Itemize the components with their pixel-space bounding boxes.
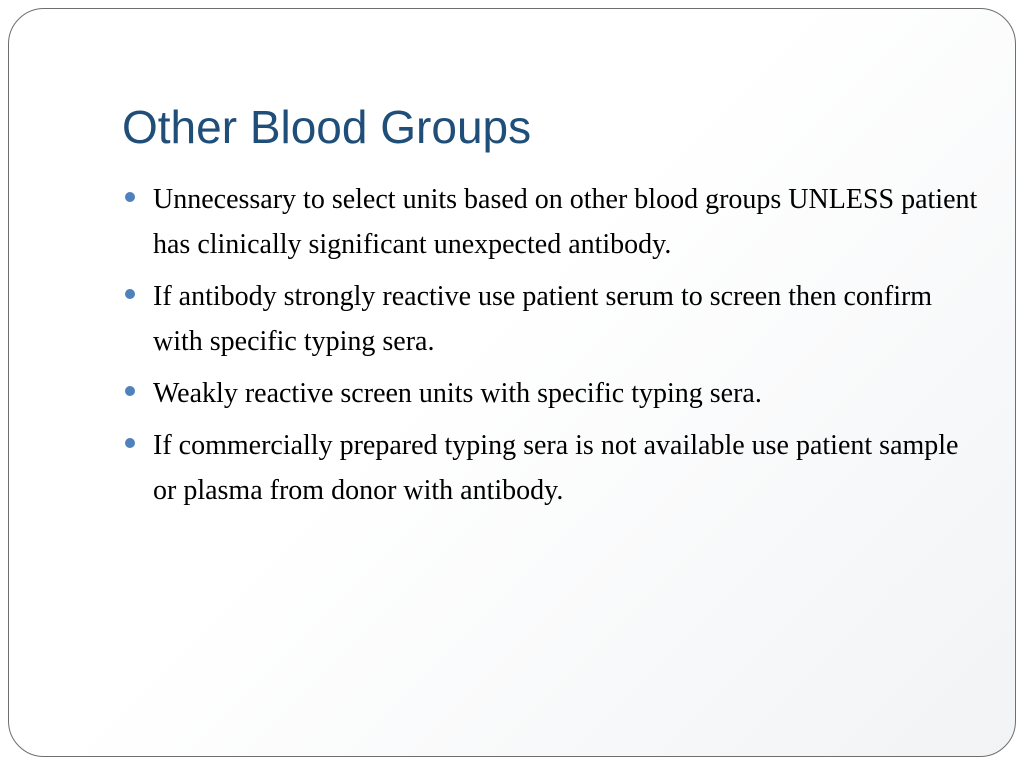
bullet-list <box>124 177 984 520</box>
bullet-item <box>124 274 984 364</box>
bullet-text: If antibody strongly reactive use patient serum to screen then confirm with specific typing sera. <box>153 281 933 357</box>
bullet-item <box>124 423 984 513</box>
bullet-text: Unnecessary to select units based on other blood groups UNLESS patient has clinically significant unexpected antibody. <box>153 184 978 260</box>
bullet-item <box>124 177 984 267</box>
bullet-dot-icon <box>125 438 135 448</box>
slide <box>8 8 1016 757</box>
bullet-dot-icon <box>125 192 135 202</box>
bullet-text: If commercially prepared typing sera is not available use patient sample or plasma from donor with antibody. <box>153 430 959 506</box>
bullet-dot-icon <box>125 386 135 396</box>
bullet-item <box>124 371 984 416</box>
bullet-dot-icon <box>125 289 135 299</box>
slide-title: Other Blood Groups <box>122 101 532 153</box>
bullet-text: Weakly reactive screen units with specific typing sera. <box>153 378 762 409</box>
